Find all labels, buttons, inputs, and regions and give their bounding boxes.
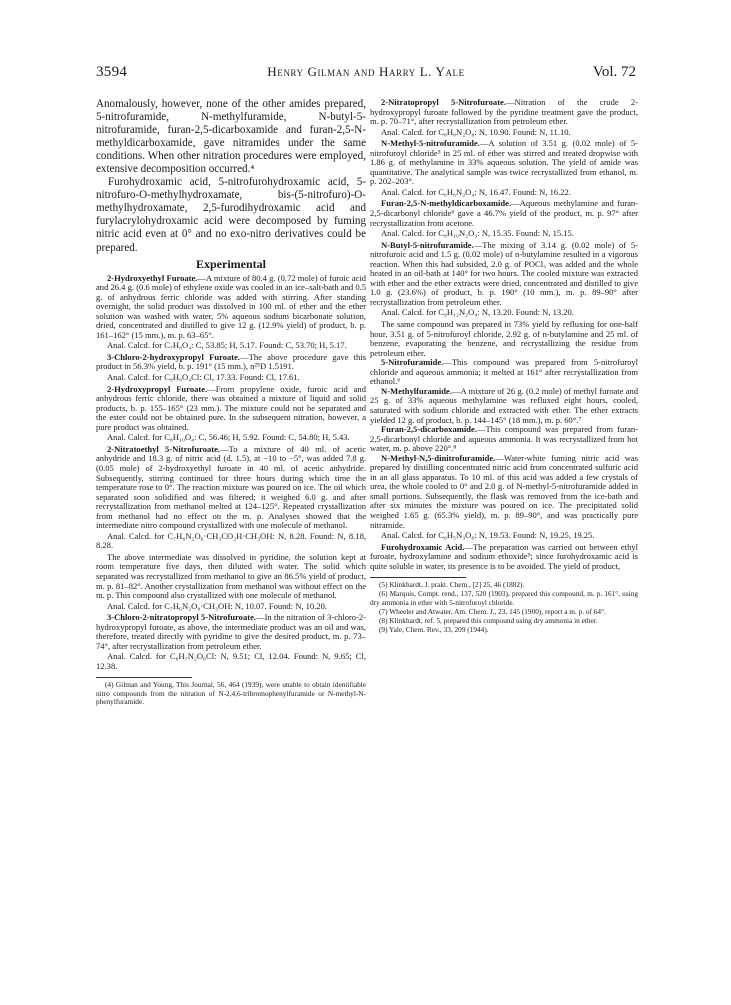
footnote: (9) Yale, Chem. Rev., 33, 209 (1944).: [379, 625, 489, 635]
volume-label: Vol. 72: [592, 64, 636, 80]
compound-name: N-Methyl-5-nitrofuramide.: [381, 138, 480, 149]
procedure-paragraph: [370, 358, 638, 387]
procedure-paragraph: [370, 425, 638, 454]
compound-name: 3-Chloro-2-nitratopropyl 5-Nitrofuroate.: [107, 612, 257, 623]
analysis-line: Anal. Calcd. for C₆H₅N₃O₆: N, 19.53. Found: N, 19.25, 19.25.: [381, 530, 595, 541]
footnotes: [96, 681, 366, 706]
analysis-line: Anal. Calcd. for C₈H₉O₄Cl: Cl, 17.33. Found: Cl, 17.61.: [107, 372, 300, 383]
procedure-paragraph: [96, 445, 366, 531]
procedure-paragraph: [370, 320, 638, 358]
procedure-paragraph: [96, 613, 366, 651]
intro-paragraph: Anomalously, however, none of the other amides prepared, 5-nitrofuramide, N-methylfuramide, N-butyl-5-nitrofuramide, furan-2,5-dicarboxamide and furan-2,5-N-methyldicarboxamide, gave nitramides under the same conditions. When other nitration procedures were employed, extensive decomposition occurred.⁴: [96, 98, 366, 176]
footnote-rule: [96, 677, 192, 678]
analysis-line: Anal. Calcd. for C₆H₆N₂O₄: N, 16.47. Found: N, 16.22.: [381, 186, 571, 197]
procedure-paragraph: [370, 543, 638, 572]
compound-name: 3-Chloro-2-hydroxypropyl Furoate.: [107, 351, 241, 362]
analysis-line: Anal. Calcd. for C₈H₈N₂O₈: N, 10.90. Found: N, 11.10.: [381, 126, 571, 137]
right-column: [370, 98, 638, 635]
analysis-line: Anal. Calcd. for C₈H₇N₂O₈Cl: N, 9.51; Cl, 12.04. Found: N, 9.65; Cl, 12.38.: [96, 651, 366, 671]
procedure-text: —This compound was prepared from furan-2,5-dicarbonyl chloride and aqueous ammonia. It was recrystallized from hot water, m. p. above 220°.⁸: [370, 424, 638, 454]
running-header: [96, 64, 636, 86]
intro-paragraph: Furohydroxamic acid, 5-nitrofurohydroxamic acid, 5-nitrofuro-O-methylhydroxamate, bis-(5-nitrofuro)-O-methylhydroxamate, 2,5-furodihydroxamic acid and furylacrylohydroxamic acid were decomposed by fuming nitric acid even at 0° and no exo-nitro derivatives could be prepared.: [96, 176, 366, 254]
procedure-text: —Nitration of the crude 2-hydroxypropyl furoate followed by the pyridine treatment gave the product, m. p. 70–71°, after recrystallization from petroleum ether.: [370, 97, 638, 127]
procedure-text: —Aqueous methylamine and furan-2,5-dicarbonyl chloride⁶ gave a 46.7% yield of the product, m. p. 97° after recrystallization from acetone.: [370, 198, 638, 228]
analysis-line: Anal. Calcd. for C₉H₁₂N₂O₄: N, 13.20. Found: N, 13.20.: [381, 307, 574, 318]
procedure-text: —A solution of 3.51 g. (0.02 mole) of 5-nitrofuroyl chloride⁵ in 25 ml. of ether was stirred and treated dropwise with 1.86 g. of methylamine in 33% aqueous solution. The yield of amide was quantitative. The analytical sample was twice recrystallized from ethanol, m. p. 202–203°.: [370, 138, 638, 187]
analysis-line: Anal. Calcd. for C₈H₁₀N₂O₃: N, 15.35. Found: N, 15.15.: [381, 228, 574, 239]
footnote: (6) Marquis, Compt. rend., 137, 520 (1903), prepared this compound, m. p. 161°, using dry ammonia in ether with 5-nitrofuroyl chloride.: [370, 589, 638, 607]
procedure-paragraph: [370, 454, 638, 530]
procedure-text: —This compound was prepared from 5-nitrofuroyl chloride and aqueous ammonia; it melted at 161° after recrystallization from ethanol.⁶: [370, 357, 638, 387]
procedure-paragraph: [96, 274, 366, 341]
procedure-paragraph: [96, 385, 366, 433]
procedure-text: —To a mixture of 40 ml. of acetic anhydride and 18.3 g. of nitric acid (d. 1.5), at −10 to −5°, was added 7.8 g. (0.05 mole) of 2-hydroxyethyl furoate in 40 ml. of acetic anhydride. Subsequently, stirring continued for three hours during which time the temperature rose to 0°. The reaction mixture was poured on ice. The oil which separated soon solidified and was filtered; it weighed 6.0 g. and after recrystallization from methanol melted at 124–125°. Repeated crystallization from methanol had no effect on the m. p. Analyses showed that the intermediate nitro compound crystallized with one molecule of methanol.: [96, 443, 366, 531]
procedure-paragraph: [96, 353, 366, 372]
procedure-text: The above intermediate was dissolved in pyridine, the solution kept at room temperature five days, then diluted with water. The solid which separated was recrystallized from methanol to give an 86.5% yield of product, m. p. 81–82°. Another crystallization from methanol was without effect on the m. p. This compound also crystallized with one molecule of methanol.: [96, 551, 366, 601]
analysis-line: Anal. Calcd. for C₇H₆N₂O₆·CH₃CO₂H·CH₃OH: N, 8.28. Found: N, 8.18, 8.28.: [96, 530, 366, 551]
compound-name: Furan-2,5-dicarboxamide.: [381, 424, 477, 435]
author-names: Henry Gilman and Harry L. Yale: [267, 64, 465, 79]
footnotes: [370, 581, 638, 634]
compound-name: 2-Nitratoethyl 5-Nitrofuroate.: [107, 443, 221, 454]
procedure-text: —From propylene oxide, furoic acid and anhydrous ferric chloride, there was obtained a mixture of liquid and solid products, b. p. 155–165° (23 mm.). The mixture could not be separated and the ester could not be obtained pure. In the subsequent nitration, however, a pure product was obtained.: [96, 383, 366, 432]
experimental-body: [370, 98, 638, 571]
procedure-paragraph: [96, 553, 366, 601]
left-column: [96, 98, 366, 707]
procedure-paragraph: [370, 139, 638, 187]
procedure-paragraph: [370, 199, 638, 228]
footnote: (7) Wheeler and Atwater, Am. Chem. J., 23, 145 (1900), report a m. p. of 64°.: [379, 606, 606, 616]
procedure-text: —In the nitration of 3-chloro-2-hydroxypropyl furoate, as above, the intermediate product was an oil and was, therefore, treated directly with pyridine to give the desired product, m. p. 73–74°, after recrystallization from petroleum ether.: [96, 612, 366, 651]
compound-name: 2-Nitratopropyl 5-Nitrofuroate.: [381, 97, 506, 107]
page-number: 3594: [96, 64, 128, 80]
footnote: (8) Klinkhardt, ref. 5, prepared this compound using dry ammonia in ether.: [379, 616, 598, 626]
procedure-text: —A mixture of 80.4 g. (0.72 mole) of furoic acid and 26.4 g. (0.6 mole) of ethylene oxide was cooled in an ice–salt-bath and 0.5 g. of anhydrous ferric chloride was added with stirring. After standing overnight, the solid product was dissolved in 100 ml. of ether and the ether solution was washed with water, 5% aqueous sodium bicarbonate solution, dried, concentrated and distilled to give 12 g. (12.9% yield) of product, b. p. 161–162° (15 mm.), m. p. 63–65°.: [96, 272, 366, 340]
procedure-text: The same compound was prepared in 73% yield by refluxing for one-half hour, 3.51 g. of 5-nitrofuroyl chloride, 2.92 g. of n-butylamine and 25 ml. of benzene, evaporating the benzene, and recrystallizing the residue from petroleum ether.: [370, 319, 638, 358]
footnote-rule: [370, 577, 466, 578]
procedure-paragraph: [370, 387, 638, 425]
section-heading: Experimental: [196, 256, 266, 271]
footnote: (5) Klinkhardt, J. prakt. Chem., [2] 25, 46 (1882).: [379, 580, 525, 590]
compound-name: Furohydroxamic Acid.: [381, 541, 465, 552]
analysis-line: Anal. Calcd. for C₈H₁₀O₄: C, 56.46; H, 5.92. Found: C, 54.80; H, 5.43.: [107, 432, 350, 443]
experimental-body: [96, 274, 366, 672]
procedure-text: —The above procedure gave this product in 56.3% yield, b. p. 191° (15 mm.), n²⁵D 1.5191.: [96, 351, 366, 372]
procedure-text: —Water-white fuming nitric acid was prepared by distilling concentrated nitric acid from concentrated sulfuric acid in an all glass apparatus. To 10 ml. of this acid was added a few crystals of urea, the whole cooled to 0° and 2.0 g. of N-methyl-5-nitrofuramide added in small portions. Subsequently, the flask was removed from the ice-bath and after six minutes the mixture was poured on ice. The precipitated solid weighed 1.65 g. (65.3% yield), m. p. 89–90°, and was practically pure nitramide.: [370, 452, 638, 530]
compound-name: 5-Nitrofuramide.: [381, 357, 444, 368]
compound-name: 2-Hydroxypropyl Furoate.: [107, 383, 208, 394]
procedure-text: —The preparation was carried out between ethyl furoate, hydroxylamine and sodium ethoxide⁹; since furohydroxamic acid is quite soluble in water, its presence is to be avoided. The yield of product,: [370, 541, 638, 571]
procedure-text: —The mixing of 3.14 g. (0.02 mole) of 5-nitrofuroic acid and 1.5 g. (0.02 mole) of n-butylamine resulted in a vigorous reaction. When this had subsided, 2.0 g. of POCl₃ was added and the whole heated in an oil-bath at 140° for two hours. The cooled mixture was extracted with ether and the ether extracts were dried, concentrated and distilled to give 1.0 g. (23.6%) of product, b. p. 190° (10 mm.), m. p. 89–90° after recrystallization from petroleum ether.: [370, 239, 638, 307]
analysis-line: Anal. Calcd. for C₇H₈O₄: C, 53.85; H, 5.17. Found: C, 53.70; H, 5.17.: [107, 340, 347, 351]
procedure-paragraph: [370, 241, 638, 308]
introduction: [96, 98, 366, 255]
procedure-text: —A mixture of 26 g. (0.2 mole) of methyl furoate and 25 g. of 33% aqueous methylamine was refluxed eight hours, cooled, saturated with sodium chloride and extracted with ether. The ether extracts yielded 12 g. of product, b. p. 144–145° (18 mm.), m. p. 60°.⁷: [370, 385, 638, 425]
compound-name: N-Methyl-N,5-dinitrofuramide.: [381, 452, 496, 463]
compound-name: N-Methylfuramide.: [381, 385, 452, 396]
analysis-line: Anal. Calcd. for C₇H₆N₂O₈·CH₃OH: N, 10.07. Found: N, 10.20.: [107, 600, 328, 611]
compound-name: Furan-2,5-N-methyldicarboxamide.: [381, 198, 512, 209]
compound-name: N-Butyl-5-nitrofuramide.: [381, 239, 474, 250]
compound-name: 2-Hydroxyethyl Furoate.: [107, 272, 198, 283]
procedure-paragraph: [370, 98, 638, 127]
footnote: (4) Gilman and Young, This Journal, 56, 464 (1939), were unable to obtain identifiable nitro compounds from the nitration of N-2,4,6-tribromophenylfuramide or N-methyl-N-phenylfuramide.: [96, 680, 366, 706]
